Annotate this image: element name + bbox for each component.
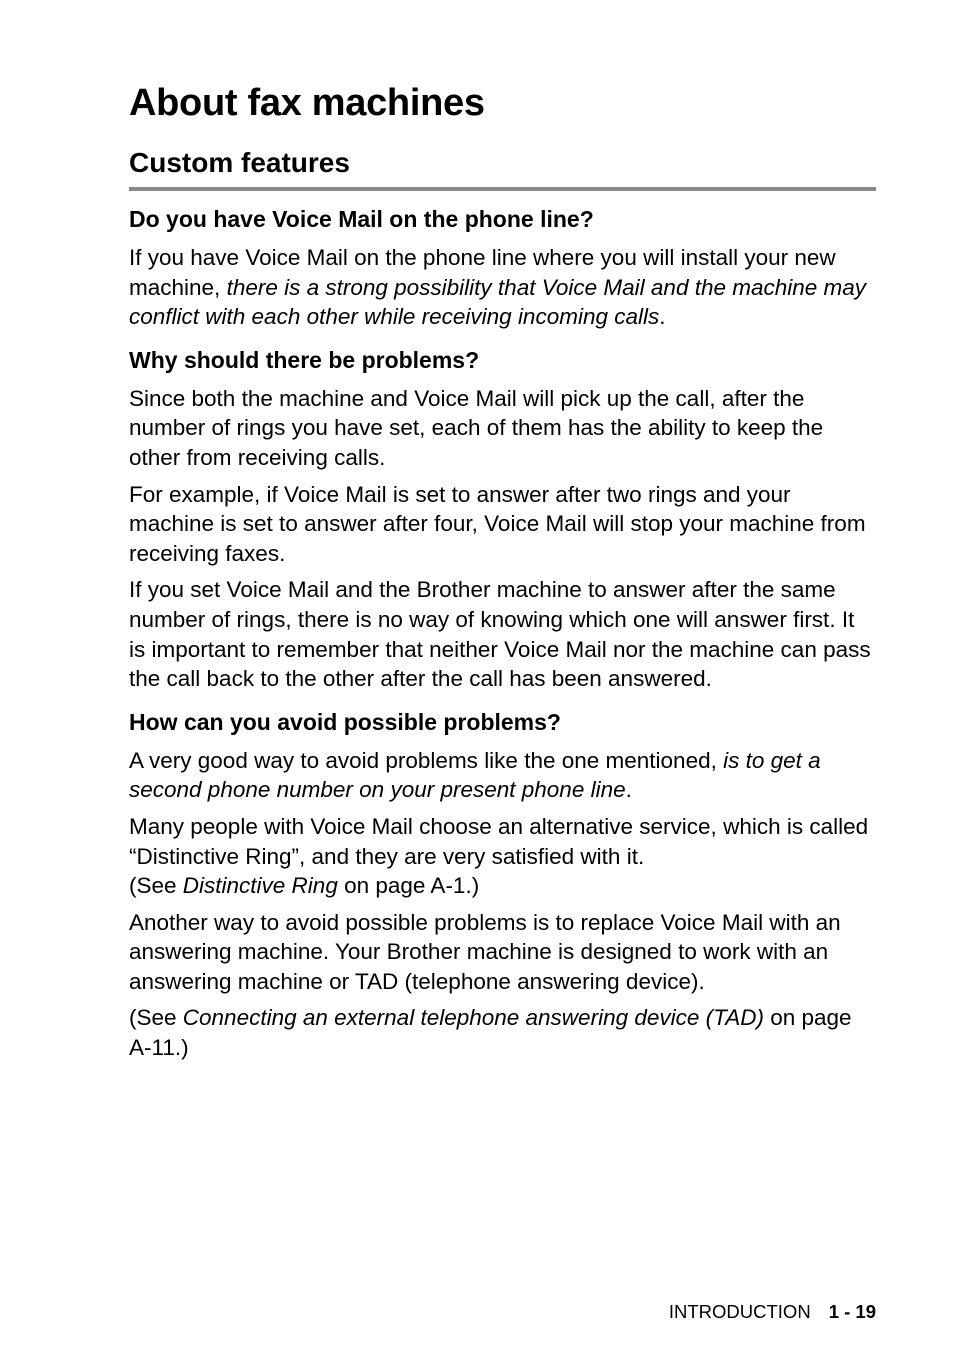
heading-why-problems: Why should there be problems?	[129, 346, 480, 373]
paragraph-avoid-4	[129, 1003, 876, 1062]
text-run: on page A-11.)	[129, 1005, 852, 1061]
text-run: .	[625, 777, 632, 803]
paragraph-why-2: For example, if Voice Mail is set to answer after two rings and your machine is set to answer after four, Voice Mail will stop your machine from receiving faxes.	[129, 481, 866, 566]
text-run: (See	[129, 873, 183, 899]
cross-reference-distinctive-ring: Distinctive Ring	[182, 873, 338, 899]
heading-avoid-problems: How can you avoid possible problems?	[129, 708, 561, 735]
page-title: About fax machines	[129, 82, 485, 124]
italic-run: there is a strong possibility that Voice Mail and the machine may conflict with each other while receiving incoming calls	[129, 274, 867, 330]
paragraph-avoid-1	[129, 746, 876, 805]
text-run: Many people with Voice Mail choose an alternative service, which is called “Distinctive Ring”, and they are very satisfied with it.	[129, 813, 869, 869]
text-run: If you have Voice Mail on the phone line where you will install your new machine,	[129, 245, 836, 300]
paragraph-voice-mail	[129, 243, 876, 332]
page-footer	[669, 1300, 876, 1324]
paragraph-avoid-3: Another way to avoid possible problems is to replace Voice Mail with an answering machine. Your Brother machine is designed to work with an answering machine or TAD (telephone answering device).	[129, 909, 841, 994]
footer-chapter: INTRODUCTION	[668, 1301, 811, 1322]
paragraph-why-1: Since both the machine and Voice Mail will pick up the call, after the number of rings you have set, each of them has the ability to keep the other from receiving calls.	[129, 385, 824, 470]
page-content	[129, 78, 876, 1063]
text-run: .	[659, 304, 666, 330]
section-title: Custom features	[129, 145, 876, 191]
footer-page-number: 1 - 19	[828, 1301, 876, 1322]
italic-run: is to get a second phone number on your present phone line	[129, 747, 821, 803]
heading-voice-mail: Do you have Voice Mail on the phone line?	[129, 206, 594, 232]
paragraph-why-3: If you set Voice Mail and the Brother machine to answer after the same number of rings, there is no way of knowing which one will answer first. It is important to remember that neither Voice Mail nor the machine can pass the call back to the other after the call has been answered.	[129, 577, 871, 692]
cross-reference-tad: Connecting an external telephone answering device (TAD)	[182, 1005, 764, 1031]
text-run: (See	[129, 1005, 183, 1031]
text-run: A very good way to avoid problems like the one mentioned,	[129, 747, 724, 773]
text-run: on page A-1.)	[337, 873, 480, 899]
paragraph-avoid-2	[129, 812, 876, 901]
